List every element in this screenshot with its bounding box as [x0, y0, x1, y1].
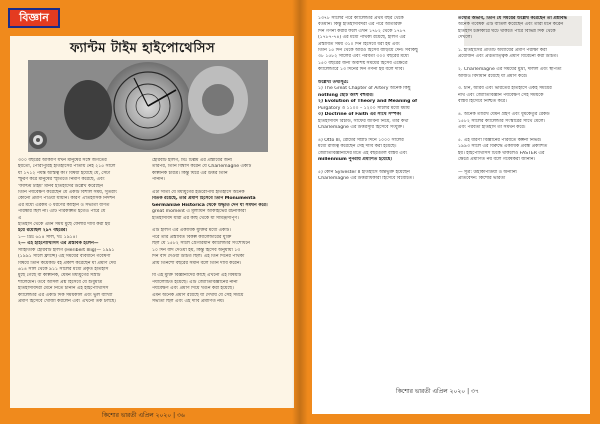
hero-clock-illustration: [28, 60, 268, 152]
text-line: অনেক গবেষক এটি বাতিল করেছেন এবং তাঁরা মনে করেন: [458, 22, 564, 28]
text-line: এটা সত্যি যে মধ্যযুগের ইউরোপীয় ইতিহাসে অনেক: [152, 190, 245, 196]
right-column-1: [318, 16, 450, 183]
text-line: ইতিহাসবিদ যারা এর কাছ থেকে যা সামঞ্জস্যপূর্ণ।: [152, 215, 239, 221]
text-line: ১৫৮২ সালের ক্যালেন্ডার সংস্কারের সাথে মেলে।: [458, 118, 546, 124]
book-gutter: [292, 0, 308, 424]
text-line: Charlemagne এর উত্তরসূরি হিসেবে সংযুক্ত।: [318, 124, 404, 130]
text-line: প্রস্তাবিত সময় ৩১০ দিন হিসেবে ধরা হয় এবং: [318, 41, 400, 47]
text-line: Germaniae Historica থেকে উদ্ধৃতি দেন যা সমর্থন করে।: [152, 202, 268, 208]
text-line: ৪) Otto III, রোমের সম্রাট দিনে ১০০০ সালের: [318, 137, 404, 143]
text-line: দিন বাদ দেওয়া উচিত ছিল। এই তিন দিনের পার্থক্য: [152, 254, 245, 260]
text-line: ১৫০ বছরের জন্য অবশিষ্ট সময়ের হিসেব এক্ষেত্রে: [318, 60, 408, 66]
text-line: great moment এ মূল্যায়ন আর্কাইভের রচনাকারী: [152, 209, 246, 215]
text-line: ৫. এই ধারণা বিজ্ঞানের পরিবর্তে কল্পনা নির্ভর।: [458, 137, 542, 143]
text-line: ৩৮ ১৫৮২ সালের এবং পরবর্তী ৩০০ বছরের মধ্যে: [318, 54, 409, 60]
text-line: ২. Charlemagne এর সময়ের মুদ্রা, দলিল এবং স্থাপত্য: [458, 67, 562, 73]
text-line: প্রতিবেদন: কিশোর ভারতী: [458, 176, 506, 182]
text-line: প্রয়োজন এবং প্রত্নতাত্ত্বিক প্রমাণ বিবেচনা করা উচিত।: [458, 54, 559, 60]
text-line: কাল্পনিক চরিত্র। কিন্তু ঘিরে এর উত্তর তিনি: [152, 170, 228, 176]
text-line: ক্ষেত্রে প্রমাণিত নয় বলে গবেষকরা জানান।: [458, 156, 536, 162]
text-line: পাননি।: [152, 177, 165, 183]
text-line: ১. ইতিহাসের প্রতিটি অধ্যায়ের প্রমাণ পরীক্ষা করা: [458, 48, 547, 54]
text-line: ৪. অনেক তারিখ যেমন গ্রহণ এবং ধূমকেতুর রেকর্ড: [458, 112, 550, 118]
text-line: মধ্যে রাজত্ব করেছেন সেই দাবি করা হয়েছে।: [318, 144, 397, 150]
left-column-2: [152, 158, 282, 305]
text-line: ১৯৯৩ সালে এর বিরুদ্ধে একাধিক প্রবন্ধ প্রকাশিত: [458, 144, 548, 150]
left-page-footer: কিশোর ভারতী এপ্রিল ২০২০ | ৩৬: [102, 412, 185, 419]
text-line: বর্তমান। কিন্তু ইতিহাসবিদরা এর পরে অতিরিক্ত: [318, 22, 402, 28]
text-line: বিষয়ে তিনি কয়েকটি বই প্রকাশ করেছেন যা প্রমাণ দেয়: [18, 260, 116, 266]
text-line: সভ্যতা ছিল এবং এই দাবি প্রমাণিত নয়।: [152, 298, 225, 304]
text-line: হয়ে রয়েছিল ২৯৭ বছরের।: [18, 228, 68, 234]
text-line: ৩. চীন, আরব এবং ভারতের ইতিহাসে একই সময়ের: [458, 86, 552, 92]
text-line: পরিষ্কার ছিল না। এটি পরিকল্পিত হতেও পারে যে: [18, 209, 106, 215]
text-line: তথ্যের অভাব, তিনি যে সময়ের উল্লেখ করেছেন তা প্রশ্নবিদ্ধ: [458, 16, 567, 21]
text-line: nothing ছোট অংশ বহুবার।: [318, 92, 374, 98]
text-line: (১৭৮৭-৭৪) এর মধ্যে পার্থক্য রয়েছে, ইলিগ এর: [318, 35, 406, 41]
text-line: এবং পরবর্তী ইতিহাস তা সমর্থন করে।: [458, 124, 526, 130]
text-line: প্রমাণ হিসেবে খোঁজা করলেন এবং এখনো তর্ক চলছে।: [18, 298, 117, 304]
text-line: কোনো প্রমাণ পাওয়া যায়নি। কারণ ঐতিহাসিক নিদর্শন: [18, 196, 115, 202]
right-page: [300, 0, 600, 424]
text-line: Charlemagne এর উত্তরাধিকারী হিসেবে বিবেচিত।: [318, 176, 414, 182]
head-silhouette: [64, 80, 112, 140]
text-line: পর্যবেক্ষণ এবং প্রমাণ দিয়ে খণ্ডন করা হয়েছে।: [152, 286, 234, 292]
text-line: ২— এই হাইপোথিসিস এর প্রস্তাবক হলেন—: [18, 241, 99, 247]
text-line: ইতিহাস চক্রাকারে ঘটে থাকতে পারে বিভিন্ন দিক থেকে: [458, 28, 556, 34]
text-line: হয়তো, পোরাপুরিই ইতিহাসের পাতায় নেই ২১৫ সালে: [18, 164, 116, 170]
text-line: ইতিহাস থেকে এমন সময় মুছে ফেলার দাবি করা হয়: [18, 222, 111, 228]
text-line: millennium পুনরায় প্রমাণিত হয়েছে।: [318, 156, 393, 162]
text-line: পর্যালোচিত হয়েছে। এটি জ্যোতির্বিজ্ঞানের নানা: [152, 279, 238, 285]
text-line: হয়। হাইপোথিসিস টিকে থাকলেও FASTER এর: [458, 150, 545, 156]
text-line: বি এই মুক্তি বিজ্ঞানীদের কাছে এখনো এই বিষয়টি: [152, 273, 242, 279]
text-line: এর মধ্যে এরকম ৩ ধরণের কাহিনি ও সভ্যতা বর্ণিত: [18, 202, 110, 208]
text-line: ছিল যে ১৫৮২ সালে গ্রেগরিয়ান ক্যালেন্ডার সংশোধনে: [152, 241, 251, 247]
text-line: উল্লেখ্য তথ্যসূত্র:: [318, 80, 349, 86]
text-line: ১০ দিন বাদ দেওয়া হয়, কিন্তু হিসেব অনুযায়ী ১৩: [152, 247, 241, 253]
text-line: তিনি ১৫ দিন থেকে আরও হিসেব বাড়িয়ে দেন। সবকিছু: [318, 48, 418, 54]
text-line: দেখলে।: [458, 35, 473, 41]
text-line: এমন অনেক প্রমাণ রয়েছে যা দেখায় যে সেই সময়ে: [152, 292, 244, 298]
right-column-2: [458, 16, 584, 183]
text-line: ৩) Doctrine of Faith এর সাথে সম্পর্ক।: [318, 112, 402, 118]
text-line: Purgatory ও ১১০০ – ১২০০ সালের মধ্যে ধর্মীয়: [318, 105, 410, 111]
text-line: (১৯৯১ সালে ফ্রান্সে) এই সময়ের ব্যবধানে গবেষণা: [18, 254, 111, 260]
text-line: ২) Evolution of Theory and Meaning of: [318, 99, 418, 105]
text-line: পরে তার প্রস্তাবিত বিকল্প ক্যালেন্ডারের যুক্তি: [152, 234, 232, 240]
text-line: ১— খ্রিঃ ৬১৪ সাল, খঃ ১৯১৪।: [18, 234, 78, 240]
text-line: যা ১৭১২ পর্যন্ত অস্তিত্ব কী? বিষয়া হয়েছে যে, সেটা: [18, 170, 111, 176]
text-line: — সূত্র: উইকিপিডিয়া ও অন্যান্য: [458, 169, 517, 175]
text-line: ক্যালেন্ডারে ১৩ দিনের দিন গণনা হয় বলে দাবি।: [318, 67, 405, 73]
text-line: সাহিত্যিক হেরিবার্ট ইলিগ (Heribert Illig)— ১৯৯১: [18, 247, 115, 253]
text-line: দিন গণনা করার ফলে এখন ১৭৮২ থেকে ১৭৮৭: [318, 28, 406, 34]
text-line: আজও বিদ্যমান রয়েছে যা প্রমাণ করে।: [458, 73, 528, 79]
text-line: তিনি পর্যবেক্ষণ করেছেন যে একটি বিশাল সময়, সুতরাং: [18, 190, 118, 196]
text-line: এ: [18, 215, 22, 221]
text-line: শার্লেমেন। তবে আসল প্রশ্ন হিসেবে যে শুধুমাত্র: [18, 279, 103, 285]
text-line: বাস্তব হিসেবে নিশ্চিত করে।: [458, 99, 507, 105]
text-line: মুছে গেছে বা কাল্পনিক, যেমন মধ্যযুগের সম্রাট: [18, 273, 101, 279]
article-title: ফ্যান্টম টাইম হাইপোথেসিস: [70, 41, 216, 56]
right-page-footer: কিশোর ভারতী এপ্রিল ২০২০ | ৩৭: [396, 388, 479, 395]
text-line: বিতর্ক রয়েছে, তার প্রমাণ হিসেবে তিনি Monumenta: [152, 196, 256, 202]
text-line: ইতিহাসবিদরা মেনে নিতে চাননি এই হাইপোথিসিস: [18, 286, 109, 292]
text-line: ৬১৪ সাল থেকে ৯১১ সালের মধ্যে প্রকৃত ইতিহাস: [18, 266, 109, 272]
left-column-1: [18, 158, 146, 305]
text-line: জ্যোতির্বিজ্ঞানীদের মতে এই বছরগুলি বাস্তব এবং: [318, 150, 408, 156]
section-tag: বিজ্ঞান: [8, 8, 60, 28]
text-line: 'ফ্যান্টম টাইম' মানব ইতিহাসের উল্লেখ করেছেন: [18, 183, 103, 189]
text-line: হেরিবার্ট ইলিগ, মিঃ টিল্লম এর প্রস্তাবের জন্য: [152, 158, 233, 163]
text-line: তারপর, তিনি বিশ্বাস করেন যে Charlemagne একটি: [152, 164, 252, 170]
text-line: ইতিহাসবিদ রিচার্ড, সাফের জীবনী নিয়ে, তাঁর কথা: [318, 118, 409, 124]
text-line: প্রায় তিনশো বছরের সমান বলে তিনি দাবি করেন।: [152, 260, 242, 266]
text-line: ৩০০ বছরের আর্কাণি যখন মানুষের সঙ্গে জগতের: [18, 158, 107, 163]
text-line: ক্যালেন্ডার এর একটি দিক সময়কাল এবং ভুল ব্যাখ্যা: [18, 292, 113, 298]
text-line: ১৩৭৮ সালের পরে ক্যালেন্ডার প্রথম বছর থেকে: [318, 16, 404, 21]
text-line: স্ফুরণ করে মানুষের স্মৃতিতে নির্মাণ করেছে, এবং: [18, 177, 105, 183]
text-line: ৫) কোন Sylvester II ইতিহাসে অন্তর্ভুক্ত হয়েছেন: [318, 169, 410, 175]
text-line: এটি ইলিগ এর একাধিক যুক্তির মধ্যে একটি।: [152, 228, 231, 234]
text-line: নথি এবং জ্যোতির্বিজ্ঞান পর্যবেক্ষণ সেই সময়কে: [458, 92, 544, 98]
text-line: ১) The Great Chapter of Artery অনেক কিছু: [318, 86, 411, 92]
